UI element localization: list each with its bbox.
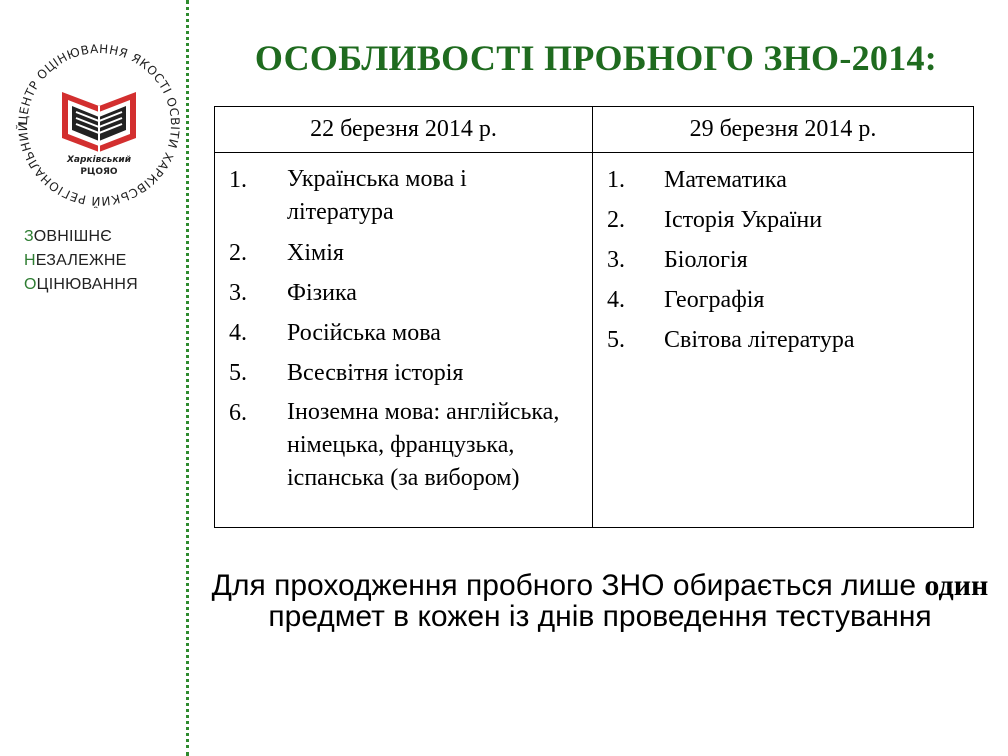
selection-note bbox=[200, 570, 1000, 632]
note-part1: Для проходження пробного ЗНО обирається лише bbox=[211, 569, 925, 602]
day2-date: 29 березня 2014 р. bbox=[689, 116, 877, 142]
sidebar bbox=[0, 0, 186, 756]
brand-line-2: НЕЗАЛЕЖНЕ bbox=[24, 252, 127, 269]
brand-line-1: ЗОВНІШНЄ bbox=[24, 228, 112, 245]
list-item: 4. Географія bbox=[607, 287, 765, 313]
schedule-table bbox=[214, 106, 974, 528]
center-logo bbox=[14, 40, 184, 210]
book-icon bbox=[62, 92, 136, 152]
brand-text bbox=[24, 225, 138, 297]
list-item: 3. Біологія bbox=[607, 247, 748, 273]
list-item: 5. Всесвітня історія bbox=[229, 360, 464, 386]
logo-caption-1: Харківський bbox=[66, 155, 132, 165]
day1-date: 22 березня 2014 р. bbox=[310, 116, 497, 142]
day2-subject-list bbox=[607, 160, 967, 360]
list-item: 2. Історія України bbox=[607, 207, 823, 233]
list-item: 5. Світова література bbox=[607, 327, 855, 353]
list-item: 4. Російська мова bbox=[229, 320, 441, 346]
list-item: 1. Математика bbox=[607, 167, 787, 193]
logo-caption-2: РЦОЯО bbox=[80, 167, 118, 177]
list-item: 2. Хімія bbox=[229, 240, 344, 266]
page-title: ОСОБЛИВОСТІ ПРОБНОГО ЗНО-2014: bbox=[254, 38, 938, 78]
day1-subject-list bbox=[229, 160, 569, 499]
dotted-divider bbox=[186, 0, 189, 756]
list-item: 6. Іноземна мова: англійська, німецька, французька, іспанська (за вибором) bbox=[229, 399, 560, 491]
list-item: 1. Українська мова і література bbox=[229, 166, 467, 225]
note-part2: предмет в кожен із днів проведення тестування bbox=[268, 600, 932, 633]
column-divider bbox=[592, 107, 593, 527]
list-item: 3. Фізика bbox=[229, 280, 357, 306]
brand-line-3: ОЦІНЮВАННЯ bbox=[24, 276, 138, 293]
header-divider bbox=[215, 152, 973, 153]
logo-ring-text: ЦЕНТР ОЦІНЮВАННЯ ЯКОСТІ ОСВІТИ ХАРКІВСЬКИЙ РЕГІОНАЛЬНИЙ bbox=[15, 41, 183, 209]
note-emphasis: один bbox=[924, 569, 989, 602]
